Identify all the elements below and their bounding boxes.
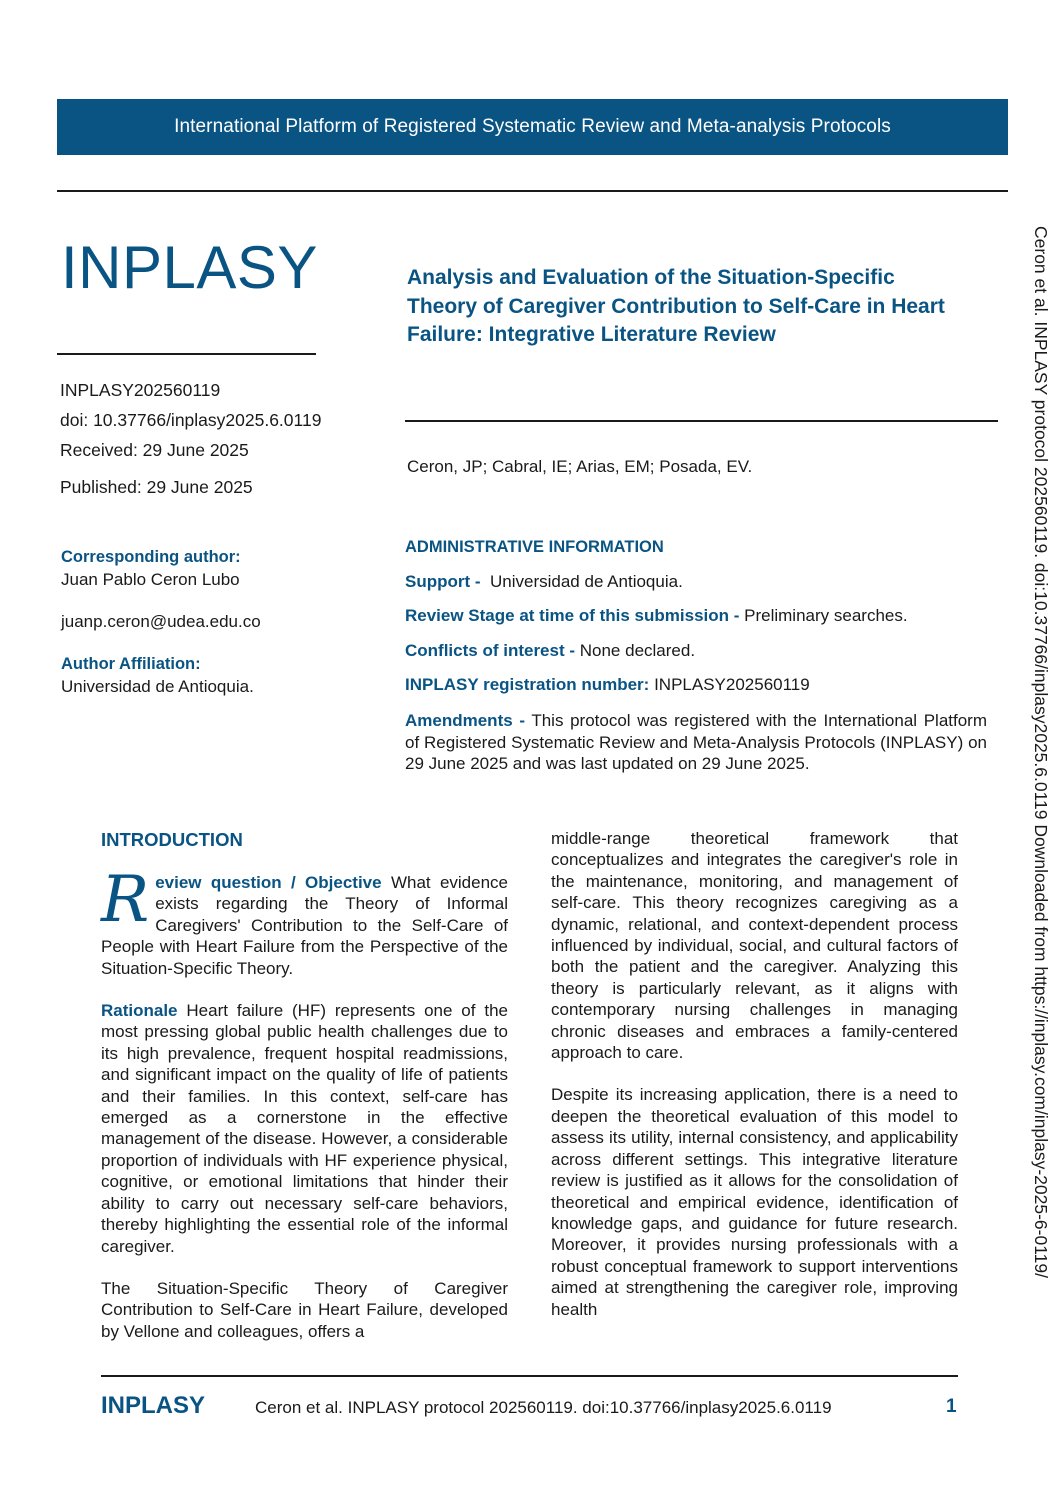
header-banner: International Platform of Registered Systematic Review and Meta-analysis Protocols	[57, 99, 1008, 155]
author-list: Ceron, JP; Cabral, IE; Arias, EM; Posada, EV.	[407, 457, 753, 476]
title-rule	[405, 420, 998, 422]
rationale-text: Heart failure (HF) represents one of the most pressing global public health challenges due to its high prevalence, frequent hospital readmissions, and significant impact on the quality of life of patients and their families. In this context, self-care has emerged as a cornerstone in the effective management of the disease. However, a considerable proportion of individuals with HF experience physical, cognitive, or emotional limitations that hinder their ability to carry out necessary self-care behaviors, thereby highlighting the essential role of the informal caregiver.	[101, 1001, 508, 1256]
theory-paragraph: The Situation-Specific Theory of Caregiver Contribution to Self-Care in Heart Failure, developed by Vellone and colleagues, offers a	[101, 1278, 508, 1341]
side-citation	[1027, 226, 1051, 1326]
admin-registration	[405, 675, 810, 695]
published-date: Published: 29 June 2025	[60, 477, 253, 497]
support-label: Support -	[405, 572, 481, 591]
footer-citation: Ceron et al. INPLASY protocol 202560119. doi:10.37766/inplasy2025.6.0119	[255, 1398, 832, 1417]
received-date: Received: 29 June 2025	[60, 440, 249, 460]
rationale-paragraph	[101, 1000, 508, 1257]
article-title: Analysis and Evaluation of the Situation-Specific Theory of Caregiver Contribution to Self-Care in Heart Failure: Integrative Literature Review	[407, 266, 945, 346]
footer-rule	[101, 1375, 958, 1377]
introduction-heading: INTRODUCTION	[101, 829, 243, 850]
doi: doi: 10.37766/inplasy2025.6.0119	[60, 410, 322, 430]
corresponding-label: Corresponding author:	[61, 548, 241, 566]
drop-cap: R	[101, 863, 150, 937]
side-citation-text: Ceron et al. INPLASY protocol 202560119. doi:10.37766/inplasy2025.6.0119 Downloaded from https://inplasy.com/inplasy-2025-6-0119/	[1031, 226, 1051, 1278]
review-question-text: What evidence exists regarding the Theory of Informal Caregivers' Contribution to the Self-Care of People with Heart Failure from the Perspective of the Situation-Specific Theory.	[101, 873, 508, 978]
admin-conflicts	[405, 641, 695, 661]
corresponding-name: Juan Pablo Ceron Lubo	[61, 570, 240, 589]
stage-label: Review Stage at time of this submission -	[405, 606, 740, 625]
amendments-value: This protocol was registered with the International Platform of Registered Systematic Review and Meta-Analysis Protocols (INPLASY) on 29 June 2025 and was last updated on 29 June 2025.	[405, 711, 987, 773]
registration-value: INPLASY202560119	[654, 675, 810, 694]
corresponding-email: juanp.ceron@udea.edu.co	[61, 612, 261, 631]
justification-paragraph: Despite its increasing application, there is a need to deepen the theoretical evaluation of this model to assess its utility, internal consistency, and applicability across different settings. This integrative literature review is justified as it allows for the consolidation of theoretical and empirical evidence, identification of knowledge gaps, and guidance for future research. Moreover, it provides nursing professionals with a robust conceptual framework to support interventions aimed at strengthening the caregiver role, improving health	[551, 1085, 958, 1319]
brand-logo: INPLASY	[61, 234, 318, 301]
page-number: 1	[946, 1396, 957, 1417]
affiliation-label: Author Affiliation:	[61, 655, 201, 673]
affiliation-value: Universidad de Antioquia.	[61, 677, 254, 696]
rationale-label: Rationale	[101, 1001, 178, 1021]
right-column	[551, 828, 958, 1320]
review-question-paragraph	[101, 863, 508, 979]
support-value: Universidad de Antioquia.	[490, 572, 683, 591]
protocol-id: INPLASY202560119	[60, 380, 221, 400]
brand-rule	[57, 353, 316, 355]
admin-stage	[405, 606, 908, 626]
left-column	[101, 863, 508, 1342]
admin-support	[405, 572, 683, 592]
review-question-label: eview question / Objective	[155, 873, 382, 892]
amendments-label: Amendments -	[405, 711, 525, 730]
registration-label: INPLASY registration number:	[405, 675, 650, 694]
theory-continuation: middle-range theoretical framework that conceptualizes and integrates the caregiver's role in the maintenance, monitoring, and management of self-care. This theory recognizes caregiving as a dynamic, relational, and context-dependent process influenced by individual, social, and cultural factors of both the patient and the caregiver. Analyzing this theory is particularly relevant, as it aligns with contemporary nursing challenges in managing chronic diseases and embraces a family-centered approach to care.	[551, 829, 958, 1063]
top-rule	[57, 190, 1008, 192]
admin-amendments	[405, 710, 987, 775]
stage-value: Preliminary searches.	[744, 606, 908, 625]
footer-brand: INPLASY	[101, 1392, 206, 1419]
admin-heading: ADMINISTRATIVE INFORMATION	[405, 538, 664, 556]
conflicts-value: None declared.	[579, 641, 696, 660]
conflicts-label: Conflicts of interest -	[405, 641, 576, 660]
